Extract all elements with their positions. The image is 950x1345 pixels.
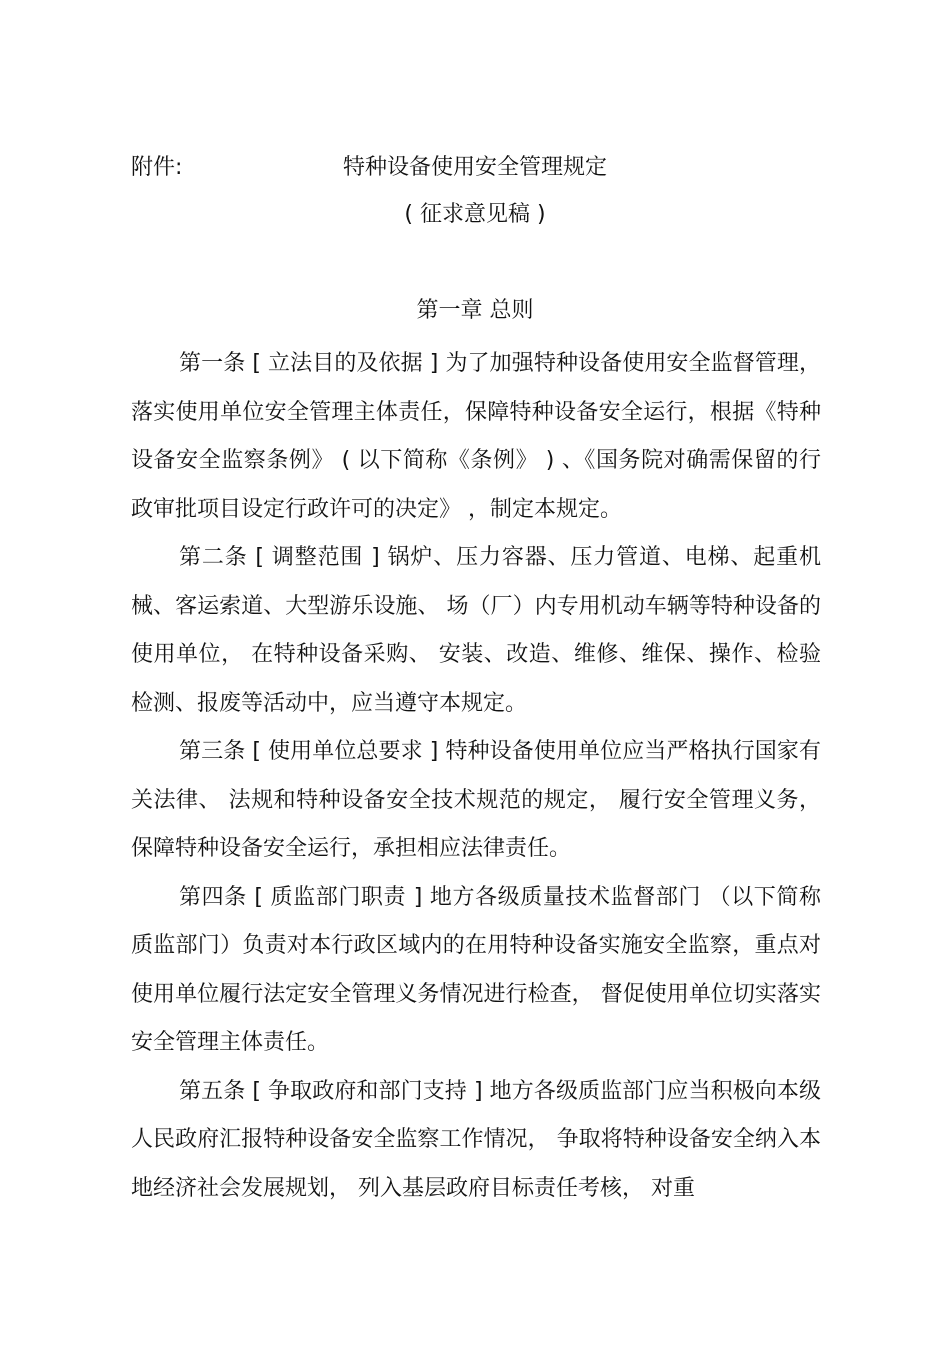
chapter-heading: 第一章 总则 [416,298,534,323]
document-title [0,153,950,183]
article-3: 第三条 [ 使用单位总要求 ] 特种设备使用单位应当严格执行国家有关法律、 法规和特种设备安全技术规范的规定， 履行安全管理义务，保障特种设备安全运行，承担相应法律责任。 [131,739,821,861]
article-1: 第一条 [ 立法目的及依据 ] 为了加强特种设备使用安全监督管理，落实使用单位安全管理主体责任，保障特种设备安全运行，根据《特种设备安全监察条例》 ( 以下简称《条例》 ) 、《国务院对确需保留的行政审批项目设定行政许可的决定》 ，制定本规定。 [131,351,821,522]
document-body [131,340,821,1213]
article-4: 第四条 [ 质监部门职责 ] 地方各级质量技术监督部门 （以下简称质监部门）负责对本行政区域内的在用特种设备实施安全监察，重点对使用单位履行法定安全管理义务情况进行检查， 督促使用单位切实落实安全管理主体责任。 [131,884,821,1055]
article-5: 第五条 [ 争取政府和部门支持 ] 地方各级质监部门应当积极向本级人民政府汇报特种设备安全监察工作情况， 争取将特种设备安全纳入本地经济社会发展规划， 列入基层政府目标责任考核， 对重 [131,1078,821,1201]
document-subtitle: ( 征求意见稿 ) [404,202,546,227]
document-title-text: 特种设备使用安全管理规定 [342,155,607,180]
attachment-label: 附件: [131,155,183,180]
article-2: 第二条 [ 调整范围 ] 锅炉、压力容器、压力管道、电梯、起重机械、客运索道、大型游乐设施、 场（厂）内专用机动车辆等特种设备的使用单位， 在特种设备采购、 安装、改造、维修、维保、操作、检验检测、报废等活动中，应当遵守本规定。 [131,545,821,716]
